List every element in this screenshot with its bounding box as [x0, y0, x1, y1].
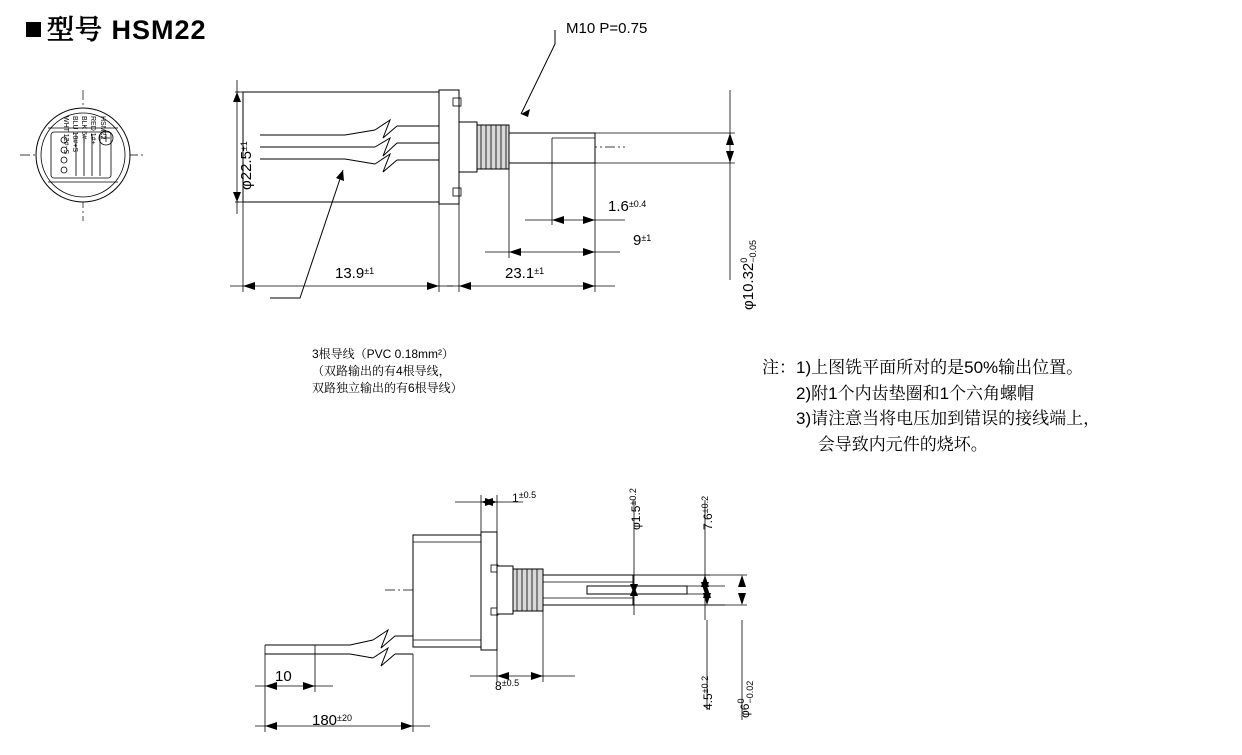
terminal-face-view — [18, 88, 148, 223]
terminal-label-2: BLK 6#− — [80, 116, 87, 144]
dim-a: $1^{\pm 0.5}$ — [512, 490, 537, 505]
note-item-3: 会导致内元件的烧坏。 — [796, 434, 988, 454]
wire-note-line-0: 3根导线（PVC 0.18mm²） — [312, 347, 455, 361]
dim-b: $\varphi 1.5^{\pm 0.2}$ — [628, 488, 643, 530]
square-bullet-icon — [26, 22, 41, 37]
notes-heading: 注： — [762, 358, 796, 377]
notes-block — [762, 355, 1100, 457]
bottom-side-view — [255, 470, 775, 750]
note-item-0: 1)上图铣平面所对的是50%输出位置。 — [796, 358, 1084, 377]
dim-d: $8^{\pm 0.5}$ — [495, 678, 520, 693]
wire-note-line-1: （双路输出的有4根导线， — [312, 364, 451, 378]
dim-wire-stub: 10 — [275, 668, 292, 685]
wire-note — [312, 345, 463, 396]
terminal-label-0: HSM22 — [99, 116, 106, 140]
page-title-text: 型号 HSM22 — [47, 15, 207, 45]
dim-flat-length: $1.6^{\pm 0.4}$ — [608, 198, 647, 215]
top-side-view — [225, 30, 755, 320]
terminal-label-3: BLU 10#+S — [71, 116, 78, 152]
callout-thread-label: M10 P=0.75 — [566, 20, 648, 37]
note-item-2: 3)请注意当将电压加到错误的接线端上， — [796, 409, 1101, 428]
dim-e: $4.5^{\pm 0.2}$ — [700, 675, 715, 710]
page-title — [26, 8, 207, 47]
dim-f: φ6 0 −0.02 — [736, 680, 755, 718]
terminal-label-1: RED 1#+ — [89, 116, 96, 145]
wire-note-line-2: 双路独立输出的有6根导线） — [312, 381, 463, 395]
terminal-label-4: WHT 12#−S — [62, 116, 69, 155]
dim-shaft-length: $9^{\pm 1}$ — [633, 232, 652, 249]
dim-total-length: $23.1^{\pm 1}$ — [505, 265, 545, 282]
dim-shaft-diameter: φ10.32 0 −0.05 — [739, 239, 759, 310]
dim-body-diameter: $\varphi 22.5^{\pm 1}$ — [238, 141, 255, 190]
dim-c: $7.6^{\pm 0.2}$ — [700, 495, 715, 530]
dim-wire-length: $13.9^{\pm 1}$ — [335, 265, 375, 282]
dim-wire-total: $180^{\pm 20}$ — [312, 712, 352, 729]
note-item-1: 2)附1个内齿垫圈和1个六角螺帽 — [796, 383, 1035, 403]
